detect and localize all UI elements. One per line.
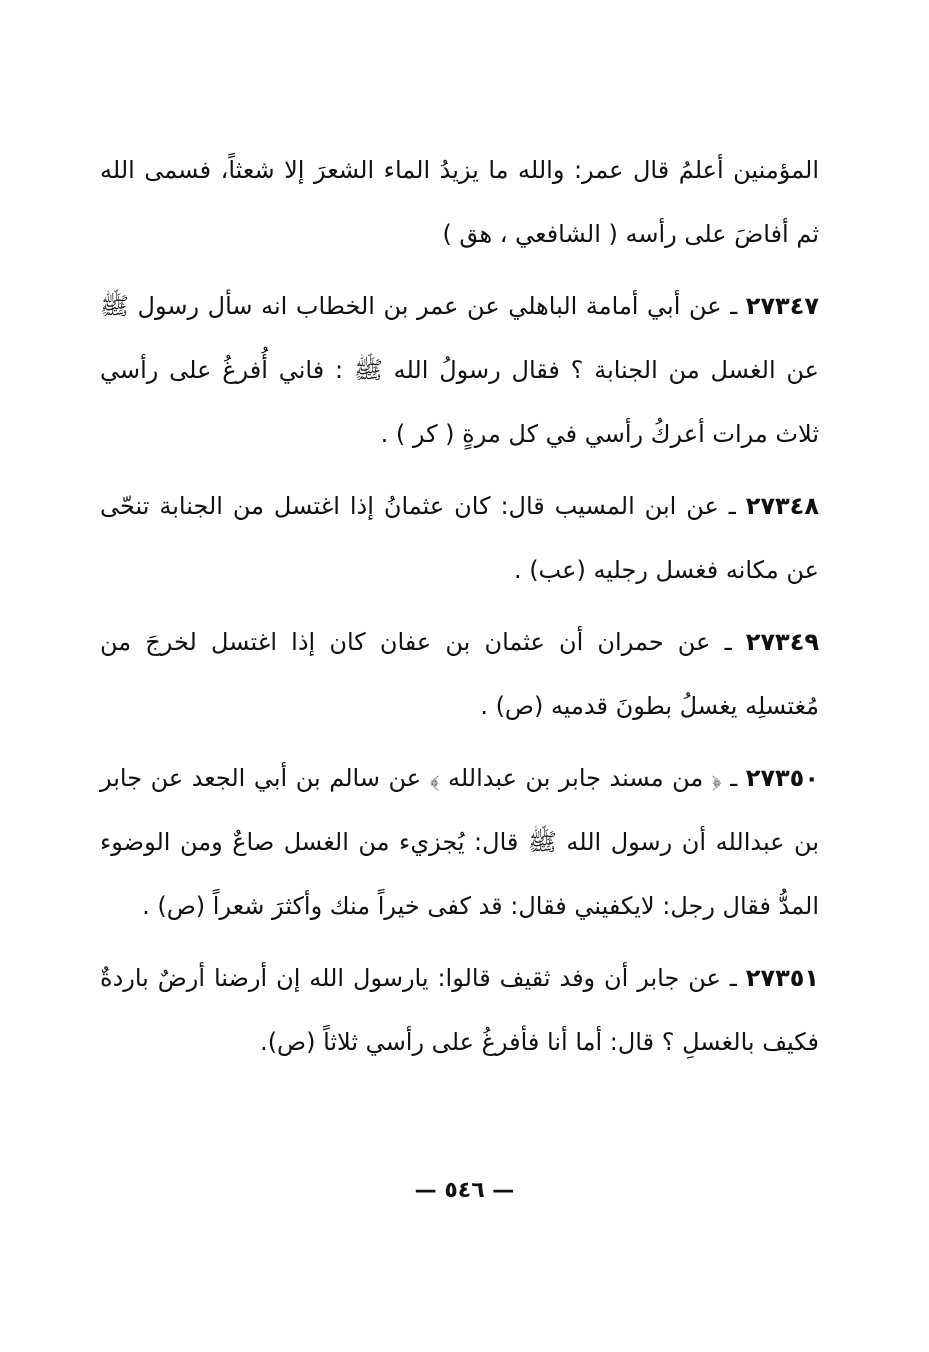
hadith-paragraph [100,274,819,466]
paragraph-continuation [100,138,819,266]
dash: ـ [730,292,738,320]
hadith-number: ٢٧٣٤٨ [745,492,819,520]
dash: ـ [729,964,737,992]
hadith-number: ٢٧٣٥١ [745,964,820,992]
hadith-number: ٢٧٣٤٧ [745,292,819,320]
paragraph-text: عن جابر أن وفد ثقيف قالوا: يارسول الله إن أرضنا أرضٌ باردةٌ فكيف بالغسلِ ؟ قال: أما أنا فأفرغُ على رأسي ثلاثاً (ص). [100,964,819,1056]
paragraph-text: عن ابن المسيب قال: كان عثمانُ إذا اغتسل من الجنابة تنحّى عن مكانه فغسل رجليه (عب) . [100,492,819,584]
hadith-paragraph [100,746,819,938]
hadith-text-block [100,138,819,1074]
dash: ـ [728,492,736,520]
paragraph-text: عن أبي أمامة الباهلي عن عمر بن الخطاب انه سأل رسول ﷺ عن الغسل من الجنابة ؟ فقال رسولُ الله ﷺ : فاني أُفرغُ على رأسي ثلاث مرات أعركُ رأسي في كل مرةٍ ( كر ) . [100,292,819,448]
page-number: — ٥٤٦ — [414,1178,515,1203]
dash: ـ [724,628,732,656]
paragraph-text: عن حمران أن عثمان بن عفان كان إذا اغتسل لخرجَ من مُغتسلِه يغسلُ بطونَ قدميه (ص) . [100,628,819,720]
paragraph-text: المؤمنين أعلمُ قال عمر: والله ما يزيدُ الماء الشعرَ إلا شعثاً، فسمى الله ثم أفاضَ على رأسه ( الشافعي ، هق ) [100,156,819,248]
dash: ـ [730,764,738,792]
paragraph-text: ﴿ من مسند جابر بن عبدالله ﴾ عن سالم بن أبي الجعد عن جابر بن عبدالله أن رسول الله ﷺ قال: يُجزيء من الغسل صاعٌ ومن الوضوء المدُّ فقال رجل: لايكفيني فقال: قد كفى خيراً منك وأكثرَ شعراً (ص) . [100,764,819,920]
hadith-paragraph [100,474,819,602]
hadith-paragraph [100,610,819,738]
hadith-number: ٢٧٣٥٠ [745,764,819,792]
hadith-paragraph [100,946,819,1074]
hadith-number: ٢٧٣٤٩ [745,628,819,656]
